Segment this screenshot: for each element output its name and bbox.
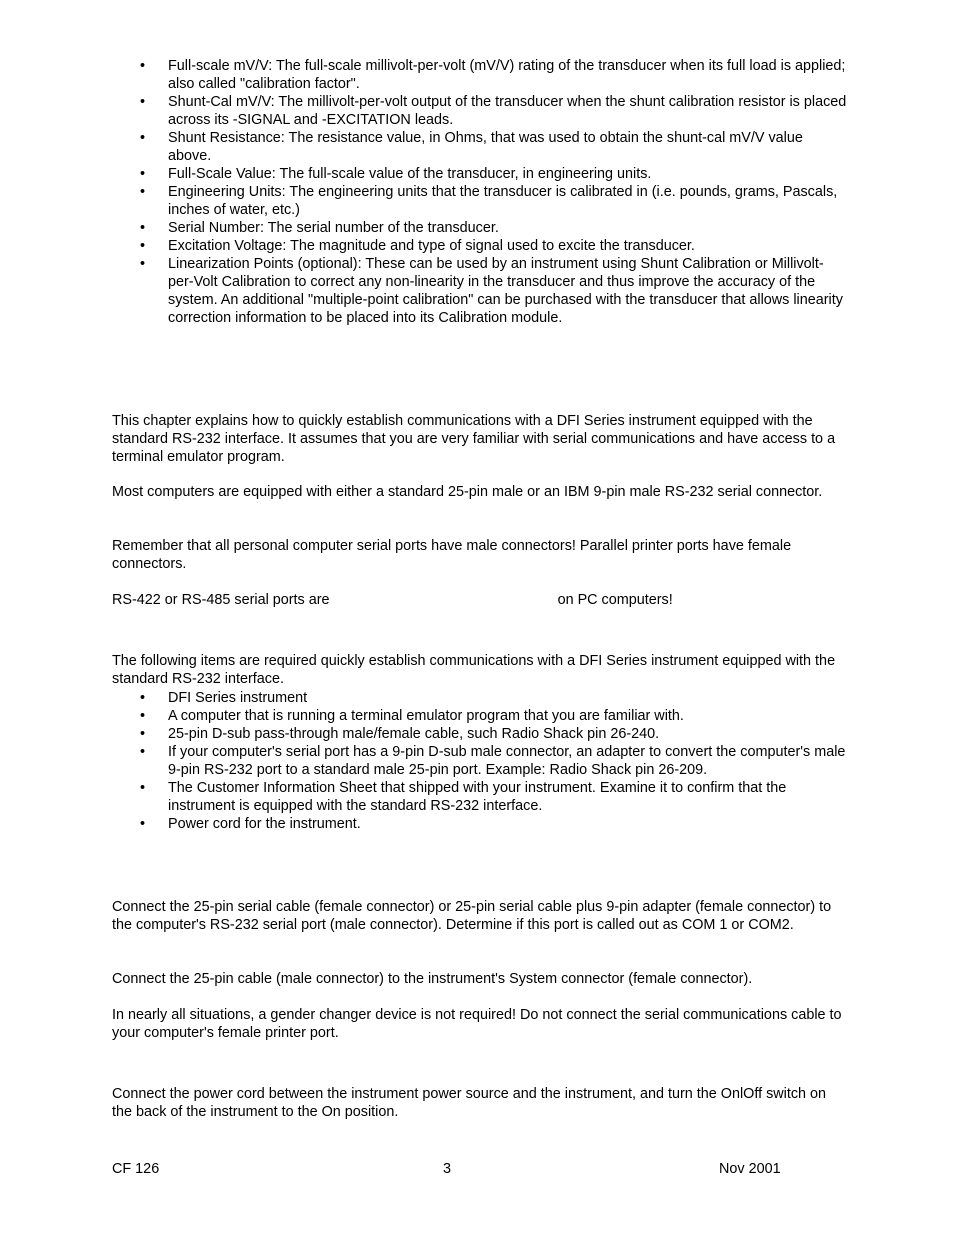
rs422-note: RS-422 or RS-485 serial ports are on PC computers!	[112, 592, 673, 608]
list-item: • 25-pin D-sub pass-through male/female cable, such Radio Shack pin 26-240.	[140, 726, 660, 742]
bullet: •	[140, 94, 146, 110]
bullet: •	[140, 166, 146, 182]
list-item: • Power cord for the instrument.	[140, 816, 361, 832]
list-item: • Linearization Points (optional): These can be used by an instrument using Shunt Calibration or Millivolt-per-Volt Calibration to correct any non-linearity in the transducer and thus improve the accuracy of the system. An additional "multiple-point calibration" can be purchased with the transducer that allows linearity correction information to be placed into its Calibration module.	[140, 256, 843, 326]
intro-paragraph: This chapter explains how to quickly establish communications with a DFI Series instrument equipped with the standard RS-232 interface. It assumes that you are very familiar with serial communications and have access to a terminal emulator program.	[112, 413, 836, 465]
bullet: •	[140, 238, 146, 254]
connect-cable-paragraph: Connect the 25-pin serial cable (female connector) or 25-pin serial cable plus 9-pin adapter (female connector) to the computer's RS-232 serial port (male connector). Determine if this port is called out as COM 1 or COM2.	[112, 899, 832, 933]
bullet: •	[140, 726, 146, 742]
list-item: • A computer that is running a terminal emulator program that you are familiar with.	[140, 708, 684, 724]
list-item: • DFI Series instrument	[140, 690, 308, 706]
bullet: •	[140, 780, 146, 796]
list-item: • Serial Number: The serial number of the transducer.	[140, 220, 499, 236]
bullet: •	[140, 708, 146, 724]
calibration-item-list	[112, 57, 847, 327]
list-item: • Shunt-Cal mV/V: The millivolt-per-volt output of the transducer when the shunt calibration resistor is placed across its -SIGNAL and -EXCITATION leads.	[140, 94, 847, 128]
footer-date: Nov 2001	[719, 1161, 781, 1177]
list-item: • Full-Scale Value: The full-scale value of the transducer, in engineering units.	[140, 166, 652, 182]
power-paragraph: Connect the power cord between the instrument power source and the instrument, and turn the OnlOff switch on the back of the instrument to the On position.	[112, 1086, 827, 1120]
footer-document-id: CF 126	[112, 1161, 160, 1177]
bullet: •	[140, 690, 146, 706]
requirements-list	[112, 689, 847, 833]
bullet: •	[140, 220, 146, 236]
list-item: • Engineering Units: The engineering units that the transducer is calibrated in (i.e. pounds, grams, Pascals, inches of water, etc.)	[140, 184, 838, 218]
male-connectors-note: Remember that all personal computer serial ports have male connectors! Parallel printer ports have female connectors.	[112, 538, 792, 572]
requirements-intro: The following items are required quickly establish communications with a DFI Series instrument equipped with the standard RS-232 interface.	[112, 653, 836, 687]
bullet: •	[140, 58, 146, 74]
bullet: •	[140, 256, 146, 272]
list-item: • If your computer's serial port has a 9-pin D-sub male connector, an adapter to convert the computer's male 9-pin RS-232 port to a standard male 25-pin port. Example: Radio Shack pin 26-209.	[140, 744, 846, 778]
bullet: •	[140, 744, 146, 760]
bullet: •	[140, 130, 146, 146]
bullet: •	[140, 816, 146, 832]
gender-changer-note: In nearly all situations, a gender changer device is not required! Do not connect the serial communications cable to your computer's female printer port.	[112, 1007, 842, 1041]
list-item: • The Customer Information Sheet that shipped with your instrument. Examine it to confirm that the instrument is equipped with the standard RS-232 interface.	[140, 780, 787, 814]
connect-instrument-paragraph: Connect the 25-pin cable (male connector) to the instrument's System connector (female connector).	[112, 971, 753, 987]
list-item: • Shunt Resistance: The resistance value, in Ohms, that was used to obtain the shunt-cal mV/V value above.	[140, 130, 803, 164]
bullet: •	[140, 184, 146, 200]
list-item: • Excitation Voltage: The magnitude and type of signal used to excite the transducer.	[140, 238, 695, 254]
list-item: • Full-scale mV/V: The full-scale millivolt-per-volt (mV/V) rating of the transducer when its full load is applied; also called "calibration factor".	[140, 58, 846, 92]
connector-paragraph: Most computers are equipped with either a standard 25-pin male or an IBM 9-pin male RS-232 serial connector.	[112, 484, 823, 500]
footer-page-number: 3	[443, 1161, 452, 1177]
